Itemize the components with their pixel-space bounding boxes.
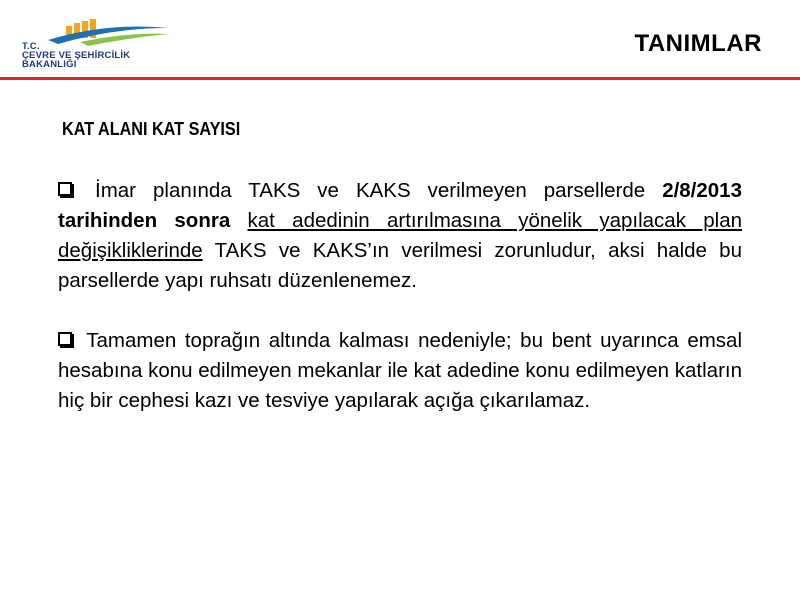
bullet-text: İmar planında TAKS ve KAKS verilmeyen parsellerde xyxy=(95,179,663,202)
logo-line-tc: T.C. xyxy=(22,41,40,52)
bullet-paragraph xyxy=(58,326,742,416)
header-divider xyxy=(0,77,800,80)
logo-line-ministry: ÇEVRE VE ŞEHİRCİLİK xyxy=(22,50,131,61)
content-body xyxy=(58,176,742,416)
bullet-text-end: TAKS ve KAKS’ın verilmesi zorunludur, aksi halde bu parsellerde yapı ruhsatı düzenlenemez. xyxy=(58,239,742,292)
bullet-underlined-text: kat adedinin artırılmasına yönelik yapılacak plan değişikliklerinde xyxy=(58,209,743,262)
bullet-space xyxy=(230,209,247,232)
section-title: KAT ALANI KAT SAYISI xyxy=(62,119,241,139)
bullet-text: Tamamen toprağın altında kalması nedeniyle; bu bent uyarınca emsal hesabına konu edilmeyen mekanlar ile kat adedine konu edilmeyen katların hiç bir cephesi kazı ve tesviye yapılarak açığa çıkarılamaz. xyxy=(58,329,743,412)
logo-line-bakanligi: BAKANLIĞI xyxy=(22,59,77,70)
ministry-logo xyxy=(18,16,178,74)
bullet-paragraph xyxy=(58,176,742,296)
page-title: TANIMLAR xyxy=(634,30,762,57)
bullet-date-emphasis: 2/8/2013 tarihinden sonra xyxy=(58,179,742,232)
checkbox-bullet-icon xyxy=(58,332,72,346)
checkbox-bullet-icon xyxy=(58,182,72,196)
